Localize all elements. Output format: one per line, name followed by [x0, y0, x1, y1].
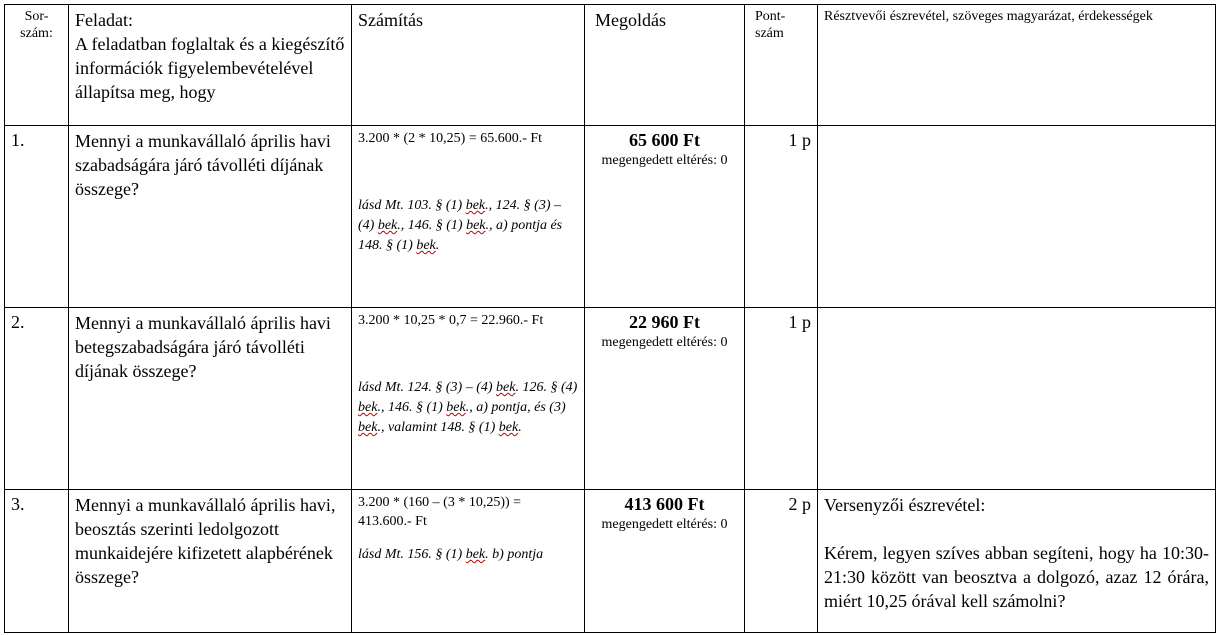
table-row [5, 308, 1216, 490]
tolerance-note: megengedett eltérés: 0 [601, 517, 728, 532]
comment-cell [818, 308, 1216, 490]
calculation-text: 3.200 * (2 * 10,25) = 65.600.- Ft [358, 131, 543, 146]
points-value: 1 p [745, 126, 818, 308]
solution-cell [585, 490, 745, 633]
comment-body: Kérem, legyen szíves abban segíteni, hogy ha 10:30-21:30 között van beosztva a dolgozó, azaz 12 órára, miért 10,25 órával kell számolni? [824, 543, 1209, 611]
solution-cell [585, 308, 745, 490]
header-sorszam: Sor-szám: [5, 5, 69, 126]
points-value: 2 p [745, 490, 818, 633]
legal-reference: lásd Mt. 156. § (1) bek. b) pontja [358, 547, 544, 562]
table-row [5, 126, 1216, 308]
question-text: Mennyi a munkavállaló április havi betegszabadságára járó távolléti díjának összege? [69, 308, 352, 490]
solution-amount: 65 600 Ft [629, 130, 700, 150]
header-pontszam: Pont-szám [745, 5, 818, 126]
points-value: 1 p [745, 308, 818, 490]
question-text: Mennyi a munkavállaló április havi szabadságára járó távolléti díjának összege? [69, 126, 352, 308]
calculation-cell [352, 308, 585, 490]
header-feladat-desc: A feladatban foglaltak és a kiegészítő információk figyelembevételével állapítsa meg, hogy [75, 34, 345, 102]
row-number: 2. [5, 308, 69, 490]
legal-reference: lásd Mt. 124. § (3) – (4) bek. 126. § (4) bek., 146. § (1) bek., a) pontja, és (3) bek., valamint 148. § (1) bek. [358, 380, 578, 435]
header-megoldas: Megoldás [585, 5, 745, 126]
table-row [5, 490, 1216, 633]
exam-table [4, 4, 1216, 633]
header-feladat [69, 5, 352, 126]
header-eszrevetel: Résztvevői észrevétel, szöveges magyarázat, érdekességek [818, 5, 1216, 126]
comment-cell [818, 126, 1216, 308]
tolerance-note: megengedett eltérés: 0 [601, 153, 728, 168]
tolerance-note: megengedett eltérés: 0 [601, 335, 728, 350]
calculation-cell [352, 490, 585, 633]
row-number: 1. [5, 126, 69, 308]
calculation-text: 3.200 * 10,25 * 0,7 = 22.960.- Ft [358, 313, 544, 328]
row-number: 3. [5, 490, 69, 633]
calculation-text: 3.200 * (160 – (3 * 10,25)) = 413.600.- Ft [358, 495, 522, 529]
header-row [5, 5, 1216, 126]
comment-cell [818, 490, 1216, 633]
solution-amount: 413 600 Ft [624, 494, 705, 514]
question-text: Mennyi a munkavállaló április havi, beosztás szerinti ledolgozott munkaidejére kifizetett alapbérének összege? [69, 490, 352, 633]
header-szamitas: Számítás [352, 5, 585, 126]
header-feladat-title: Feladat: [75, 10, 133, 30]
comment-title: Versenyzői észrevétel: [824, 495, 986, 515]
solution-cell [585, 126, 745, 308]
legal-reference: lásd Mt. 103. § (1) bek., 124. § (3) – (4) bek., 146. § (1) bek., a) pontja és 148. § (1) bek. [358, 198, 563, 253]
solution-amount: 22 960 Ft [629, 312, 700, 332]
calculation-cell [352, 126, 585, 308]
